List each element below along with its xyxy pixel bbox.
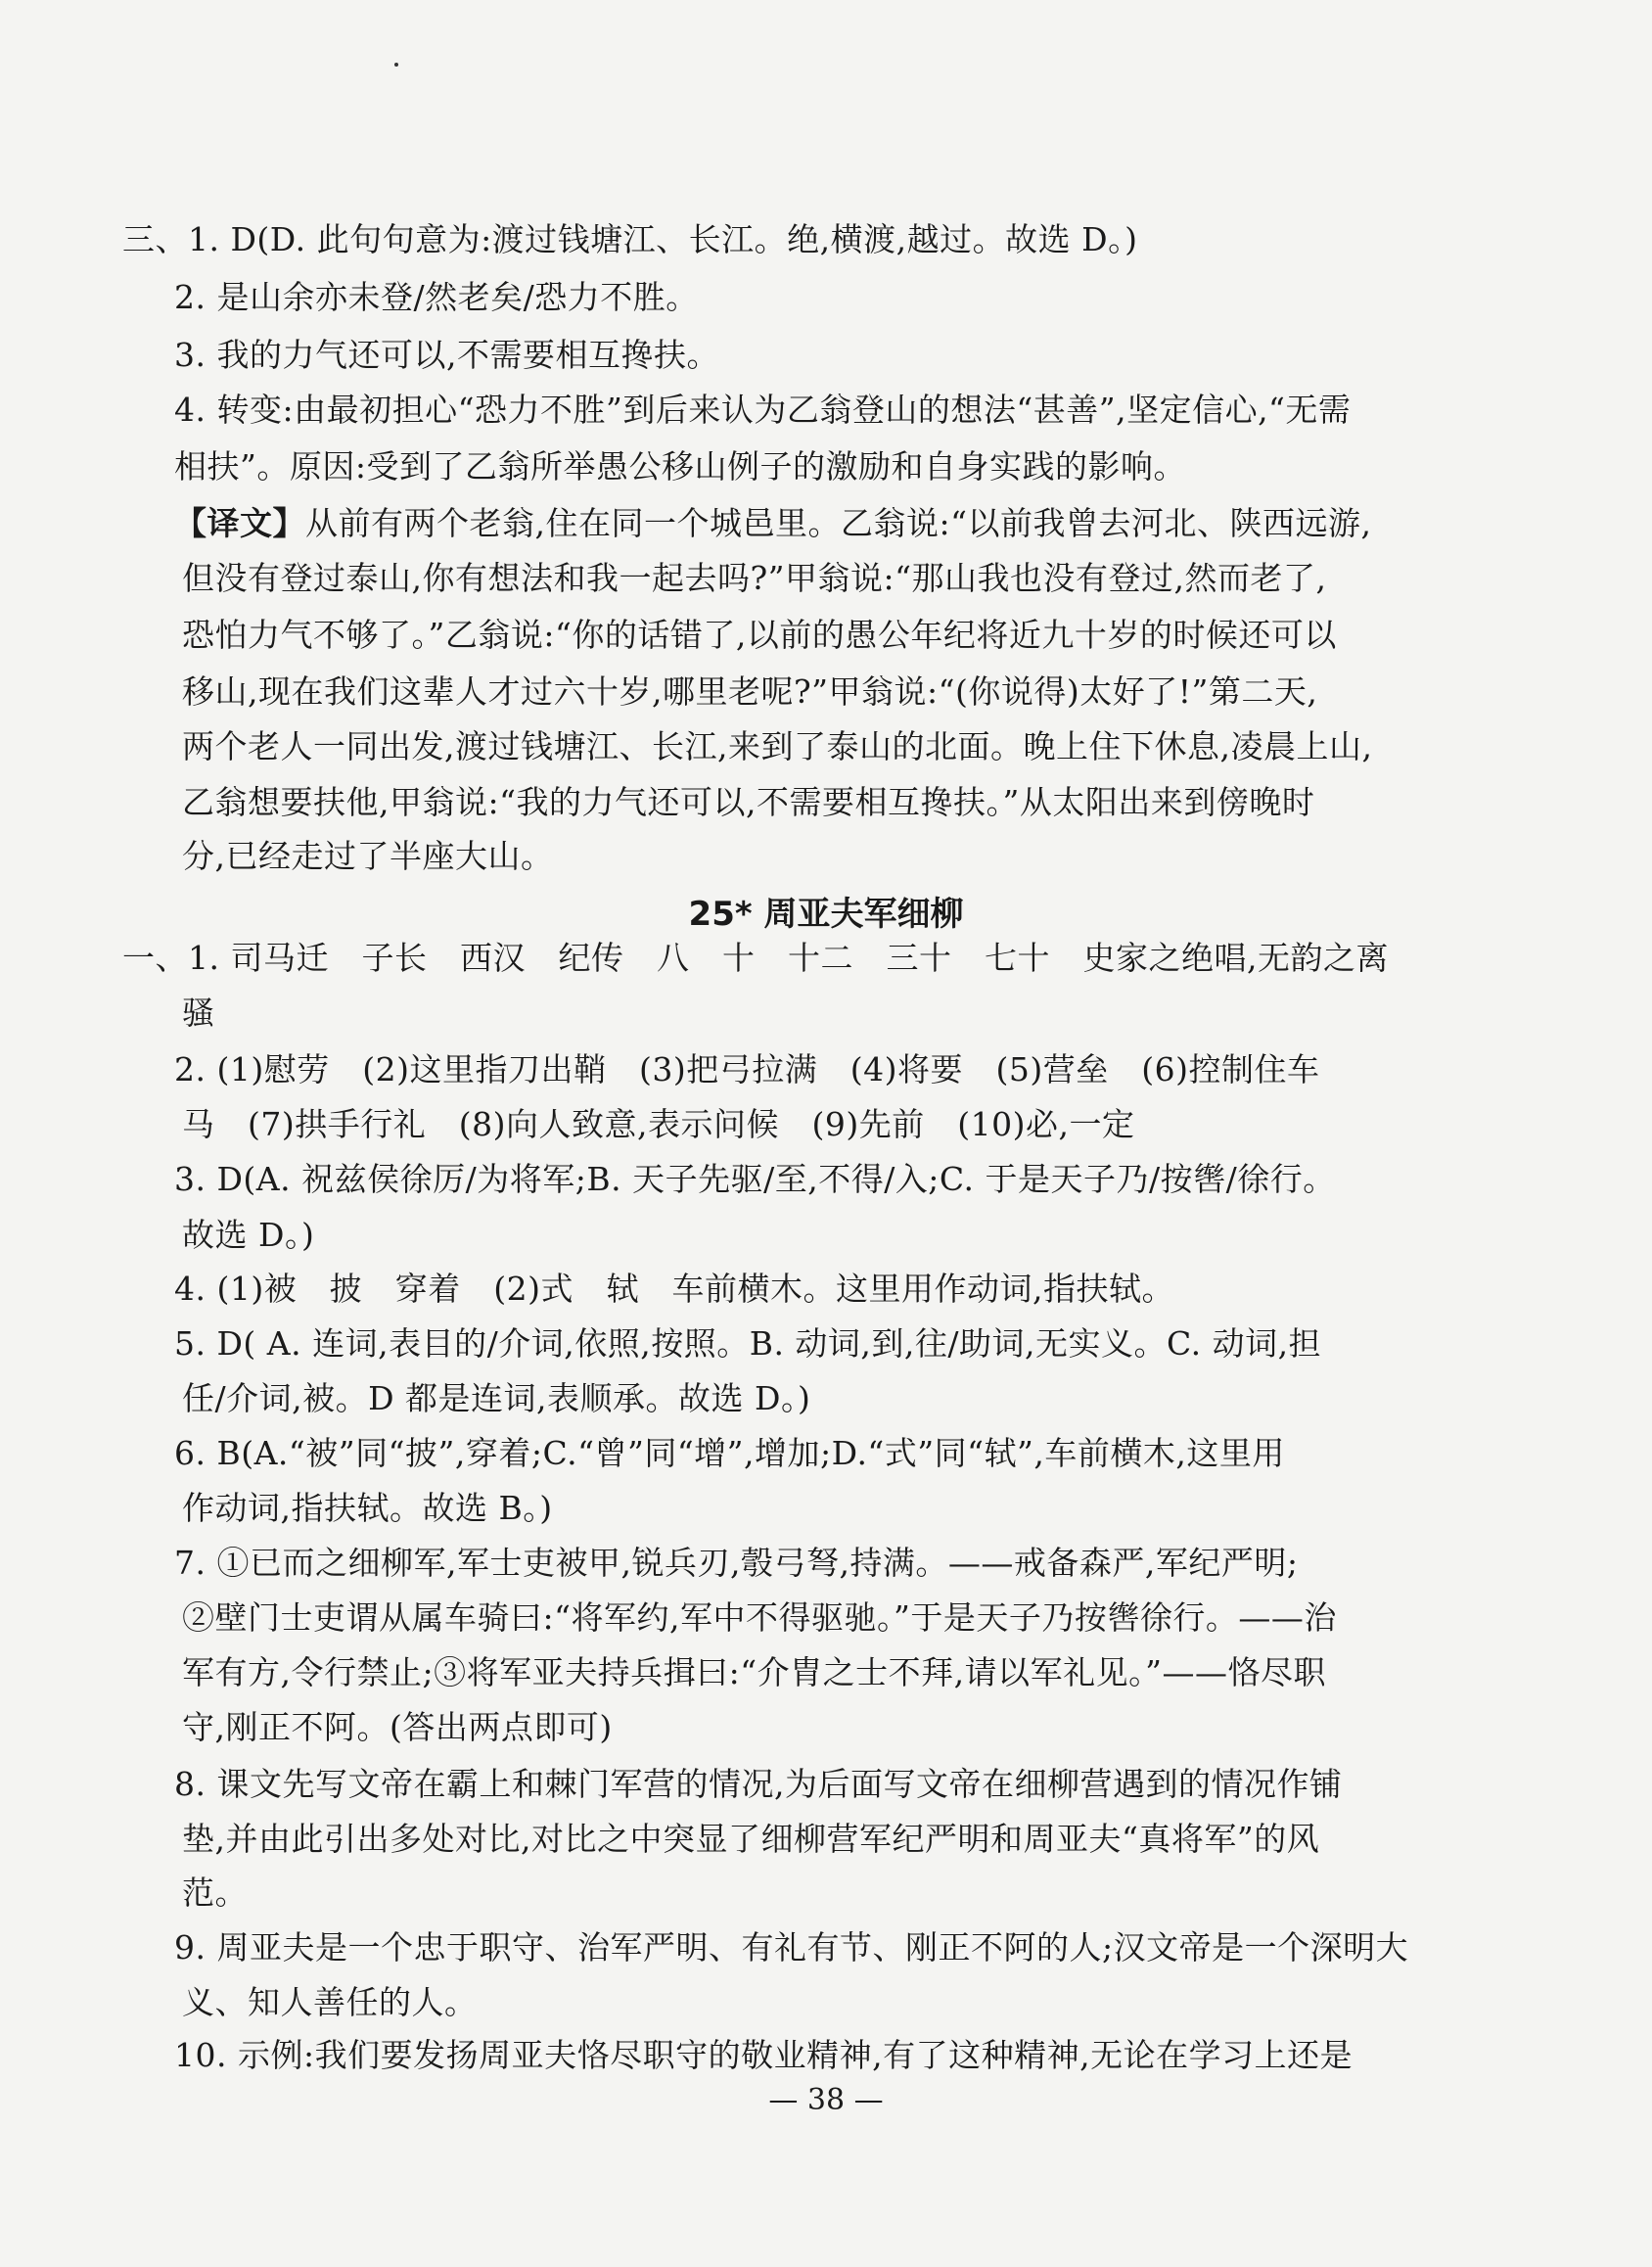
answer-line: 8. 课文先写文帝在霸上和棘门军营的情况,为后面写文帝在细柳营遇到的情况作铺 [174,1765,1343,1803]
translation-line: 恐怕力气不够了。”乙翁说:“你的话错了,以前的愚公年纪将近九十岁的时候还可以 [182,616,1337,654]
answer-line: ②壁门士吏谓从属车骑曰:“将军约,军中不得驱驰。”于是天子乃按辔徐行。——治 [182,1598,1337,1637]
answer-line: 守,刚正不阿。(答出两点即可) [182,1708,613,1746]
answer-line: 骚 [182,994,215,1032]
answer-line: 垫,并由此引出多处对比,对比之中突显了细柳营军纪严明和周亚夫“真将军”的风 [182,1820,1320,1858]
answer-line: 任/介词,被。D 都是连词,表顺承。故选 D。) [182,1379,811,1417]
answer-line: 2. 是山余亦未登/然老矣/恐力不胜。 [174,278,699,316]
answer-line: 范。 [182,1874,248,1912]
answer-line: 相扶”。原因:受到了乙翁所举愚公移山例子的激励和自身实践的影响。 [174,447,1186,486]
answer-line: 7. ①已而之细柳军,军士吏被甲,锐兵刃,彀弓弩,持满。——戒备森严,军纪严明; [174,1544,1299,1582]
answer-line: 4. 转变:由最初担心“恐力不胜”到后来认为乙翁登山的想法“甚善”,坚定信心,“无需 [174,391,1352,429]
page-number: — 38 — [768,2083,884,2117]
lesson-title: 25* 周亚夫军细柳 [688,895,964,934]
translation-first-line [174,504,1372,542]
translation-line: 乙翁想要扶他,甲翁说:“我的力气还可以,不需要相互搀扶。”从太阳出来到傍晚时 [182,783,1315,821]
translation-line: 分,已经走过了半座大山。 [182,837,554,875]
answer-line: 马 (7)拱手行礼 (8)向人致意,表示问候 (9)先前 (10)必,一定 [182,1105,1135,1143]
answer-line: 故选 D。) [182,1216,315,1254]
answer-line: 义、知人善任的人。 [182,1983,478,2021]
answer-line: 9. 周亚夫是一个忠于职守、治军严明、有礼有节、刚正不阿的人;汉文帝是一个深明大 [174,1928,1409,1966]
answer-line: 4. (1)被 披 穿着 (2)式 轼 车前横木。这里用作动词,指扶轼。 [174,1270,1174,1308]
translation-line: 两个老人一同出发,渡过钱塘江、长江,来到了泰山的北面。晚上住下休息,凌晨上山, [182,727,1373,765]
translation-text: 从前有两个老翁,住在同一个城邑里。乙翁说:“以前我曾去河北、陕西远游, [305,504,1372,542]
answer-line: 作动词,指扶轼。故选 B。) [182,1489,553,1527]
answer-line: 3. D(A. 祝兹侯徐厉/为将军;B. 天子先驱/至,不得/入;C. 于是天子乃/按辔/徐行。 [174,1160,1336,1198]
scan-speck [394,63,398,67]
answer-line: 10. 示例:我们要发扬周亚夫恪尽职守的敬业精神,有了这种精神,无论在学习上还是 [174,2036,1354,2074]
answer-line: 三、1. D(D. 此句句意为:渡过钱塘江、长江。绝,横渡,越过。故选 D。) [122,220,1138,258]
answer-line: 一、1. 司马迁 子长 西汉 纪传 八 十 十二 三十 七十 史家之绝唱,无韵之离 [122,939,1389,977]
answer-line: 5. D( A. 连词,表目的/介词,依照,按照。B. 动词,到,往/助词,无实义。C. 动词,担 [174,1324,1322,1363]
answer-line: 6. B(A.“被”同“披”,穿着;C.“曾”同“增”,增加;D.“式”同“轼”,车前横木,这里用 [174,1434,1285,1472]
translation-line: 但没有登过泰山,你有想法和我一起去吗?”甲翁说:“那山我也没有登过,然而老了, [182,559,1327,597]
translation-line: 移山,现在我们这辈人才过六十岁,哪里老呢?”甲翁说:“(你说得)太好了!”第二天, [182,672,1318,711]
answer-line: 3. 我的力气还可以,不需要相互搀扶。 [174,336,719,374]
translation-label: 【译文】 [174,504,305,542]
answer-line: 2. (1)慰劳 (2)这里指刀出鞘 (3)把弓拉满 (4)将要 (5)营垒 (6)控制住车 [174,1050,1320,1088]
answer-line: 军有方,令行禁止;③将军亚夫持兵揖曰:“介胄之士不拜,请以军礼见。”——恪尽职 [182,1653,1326,1691]
